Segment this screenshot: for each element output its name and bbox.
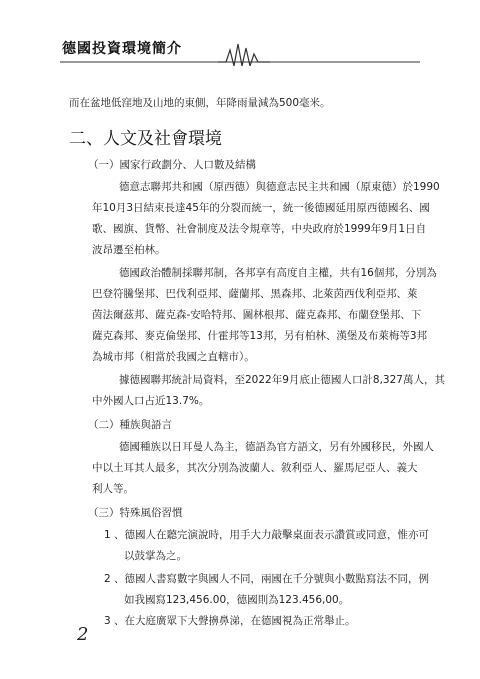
paragraph-line: 波昂遷至柏林。 — [92, 244, 166, 256]
subsection-heading-1: （一）國家行政劃分、人口數及結構 — [88, 159, 256, 171]
subsection-heading-2: （二）種族與語言 — [88, 419, 172, 431]
paragraph-line: 為城市邦（相當於我國之直轄市）。 — [92, 351, 255, 363]
paragraph-line: 茵法爾茲邦、薩克森-安哈特邦、圖林根邦、薩克森邦、布蘭登堡邦、下 — [92, 309, 422, 321]
paragraph-line: 德國種族以日耳曼人為主，德語為官方語文，另有外國移民，外國人 — [119, 441, 434, 453]
list-item-line: 如我國寫123,456.00，德國則為123.456,00。 — [124, 594, 350, 606]
running-header-title: 德國投資環境簡介 — [62, 41, 182, 57]
paragraph-line: 德意志聯邦共和國（原西德）與德意志民主共和國（原東德）於1990 — [119, 181, 440, 193]
list-item-line: 1 、德國人在聽完演說時，用手大力敲擊桌面表示讚賞或同意，惟亦可 — [104, 529, 430, 541]
paragraph-line: 德國政治體制採聯邦制，各邦享有高度自主權，共有16個邦，分別為 — [119, 267, 437, 279]
paragraph-line: 據德國聯邦統計局資料，至2022年9月底止德國人口計8,327萬人，其 — [119, 374, 445, 386]
paragraph-line: 年10月3日結束長達45年的分裂而統一，統一後德國延用原西德國名、國 — [92, 202, 430, 214]
list-item-line: 2 、德國人書寫數字與國人不同，兩國在千分號與小數點寫法不同，例 — [104, 573, 430, 585]
intro-line: 而在盆地低窪地及山地的東側，年降雨量減為500毫米。 — [69, 97, 331, 109]
paragraph-line: 中外國人口占近13.7%。 — [92, 395, 210, 407]
paragraph-line: 利人等。 — [92, 483, 134, 495]
paragraph-line: 薩克森邦、麥克倫堡邦、什霍邦等13邦，另有柏林、漢堡及布萊梅等3邦 — [92, 330, 428, 342]
list-item-line: 以鼓掌為之。 — [124, 550, 187, 562]
subsection-heading-3: （三）特殊風俗習慣 — [88, 507, 183, 519]
paragraph-line: 巴登符騰堡邦、巴伐利亞邦、薩蘭邦、黑森邦、北萊茵西伐利亞邦、萊 — [92, 288, 418, 300]
list-item-line: 3 、在大庭廣眾下大聲擤鼻涕，在德國視為正常舉止。 — [104, 615, 356, 627]
page-number: 2 — [77, 624, 89, 645]
section-title: 二、人文及社會環境 — [69, 129, 222, 149]
paragraph-line: 中以土耳其人最多，其次分別為波蘭人、敘利亞人、羅馬尼亞人、義大 — [92, 462, 418, 474]
paragraph-line: 歌、國旗、貨幣、社會制度及法令規章等，中央政府於1999年9月1日自 — [92, 223, 427, 235]
header-wave-decoration — [60, 36, 420, 66]
